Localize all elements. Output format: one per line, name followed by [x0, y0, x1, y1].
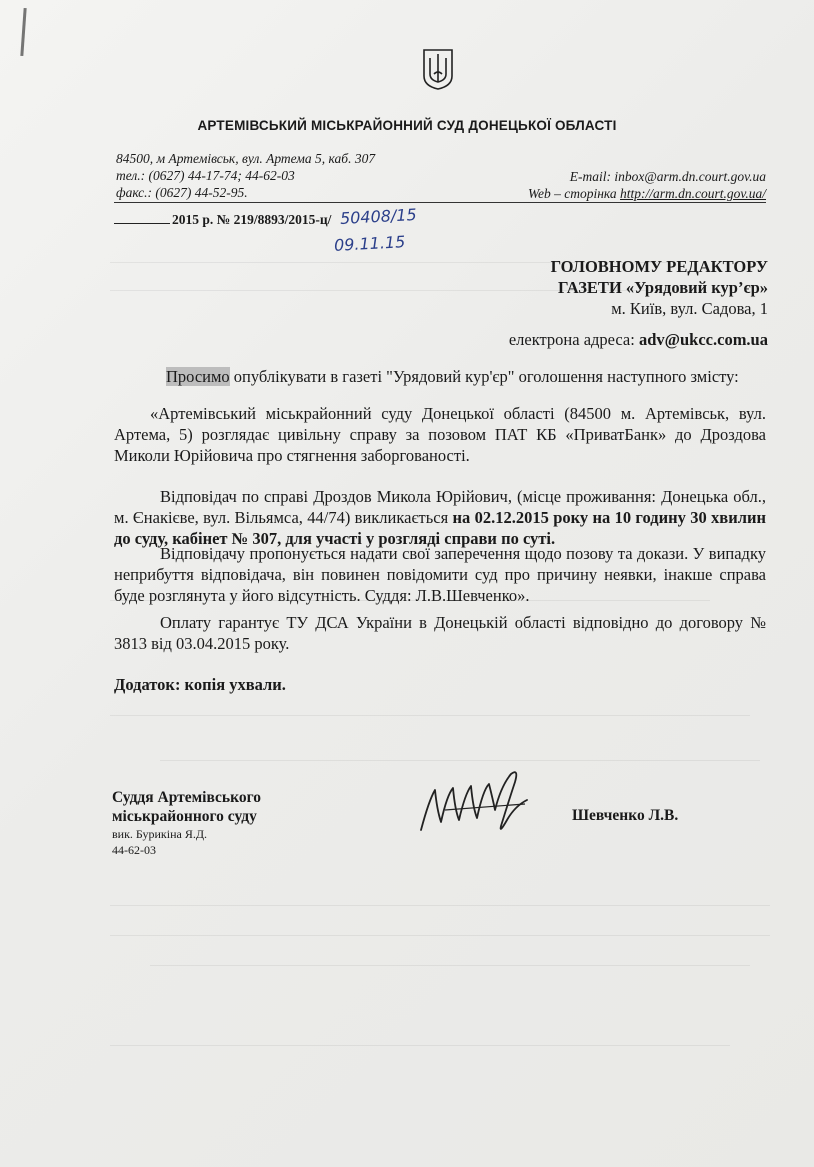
court-contacts	[528, 168, 766, 202]
request-paragraph	[114, 366, 766, 387]
signatory-title-1: Суддя Артемівського	[112, 789, 262, 806]
announcement-paragraph: «Артемівський міськрайонний суду Донецької області (84500 м. Артемівськ, вул. Артема, 5) розглядає цивільну справу за позовом ПАТ КБ «ПриватБанк» до Дроздова Миколи Юрійовича про стягнення заборгованості.	[114, 404, 766, 465]
email-label: електрона адреса:	[508, 330, 639, 349]
court-title: АРТЕМІВСЬКИЙ МІСЬКРАЙОННИЙ СУД ДОНЕЦЬКОЇ ОБЛАСТІ	[197, 118, 617, 133]
reference-text: 2015 р. № 219/8893/2015-ц/	[172, 212, 332, 227]
recipient-title: ГОЛОВНОМУ РЕДАКТОРУ	[550, 257, 768, 276]
court-email: E-mail: inbox@arm.dn.court.gov.ua	[569, 169, 766, 184]
address-line: 84500, м Артемівськ, вул. Артема 5, каб. 307	[116, 151, 376, 166]
email-address[interactable]: adv@ukcc.com.ua	[638, 330, 768, 349]
respondent-text: Відповідач по справі Дроздов Микола Юрійович, (місце проживання: Донецька обл., м. Єнакієве, вул. Вільямса, 44/74) викликається	[114, 487, 766, 527]
handwritten-date: 09.11.15	[333, 232, 406, 255]
recipient-address: м. Київ, вул. Садова, 1	[611, 299, 768, 318]
pen-mark	[20, 8, 26, 56]
judge-name: Шевченко Л.В.	[572, 807, 679, 824]
executor: вик. Бурикіна Я.Д.	[112, 827, 208, 841]
objection-paragraph: Відповідачу пропонується надати свої заперечення щодо позову та докази. У випадку неприбуття відповідача, він повинен повідомити суд про причину неявки, інакше справа буде розглянута у його відсутність. Суддя: Л.В.Шевченко».	[114, 544, 766, 605]
handwritten-signature-icon	[415, 760, 535, 840]
handwritten-number: 50408/15	[339, 205, 418, 228]
blank-underline	[114, 223, 170, 224]
request-text: опублікувати в газеті "Урядовий кур'єр" оголошення наступного змісту:	[229, 367, 739, 386]
hearing-details: на 02.12.2015 року на 10 годину 30 хвилин до суду, кабінет № 307, для участі у розгляді справи по суті.	[114, 508, 766, 548]
web-label: Web – сторінка	[527, 186, 620, 201]
reference-number	[114, 212, 331, 228]
respondent-paragraph	[114, 486, 766, 549]
attachment-note: Додаток: копія ухвали.	[114, 675, 286, 694]
phone-line: тел.: (0627) 44-17-74; 44-62-03	[116, 168, 295, 183]
court-address	[116, 150, 375, 201]
header-divider	[114, 202, 766, 203]
recipient-block	[551, 256, 768, 319]
recipient-email	[509, 330, 768, 350]
signatory-title-2: міськрайонного суду	[112, 808, 257, 825]
web-link[interactable]: http://arm.dn.court.gov.ua/	[620, 186, 766, 201]
court-web	[528, 185, 766, 202]
payment-paragraph: Оплату гарантує ТУ ДСА України в Донецькій області відповідно до договору № 3813 від 03.04.2015 року.	[114, 613, 766, 653]
executor-phone: 44-62-03	[112, 843, 156, 857]
tryzub-emblem-icon	[422, 48, 454, 90]
fax-line: факс.: (0627) 44-52-95.	[116, 185, 248, 200]
signatory-block	[112, 788, 261, 858]
highlighted-word: Просимо	[166, 367, 230, 386]
recipient-newspaper: ГАЗЕТИ «Урядовий кур’єр»	[558, 278, 768, 297]
